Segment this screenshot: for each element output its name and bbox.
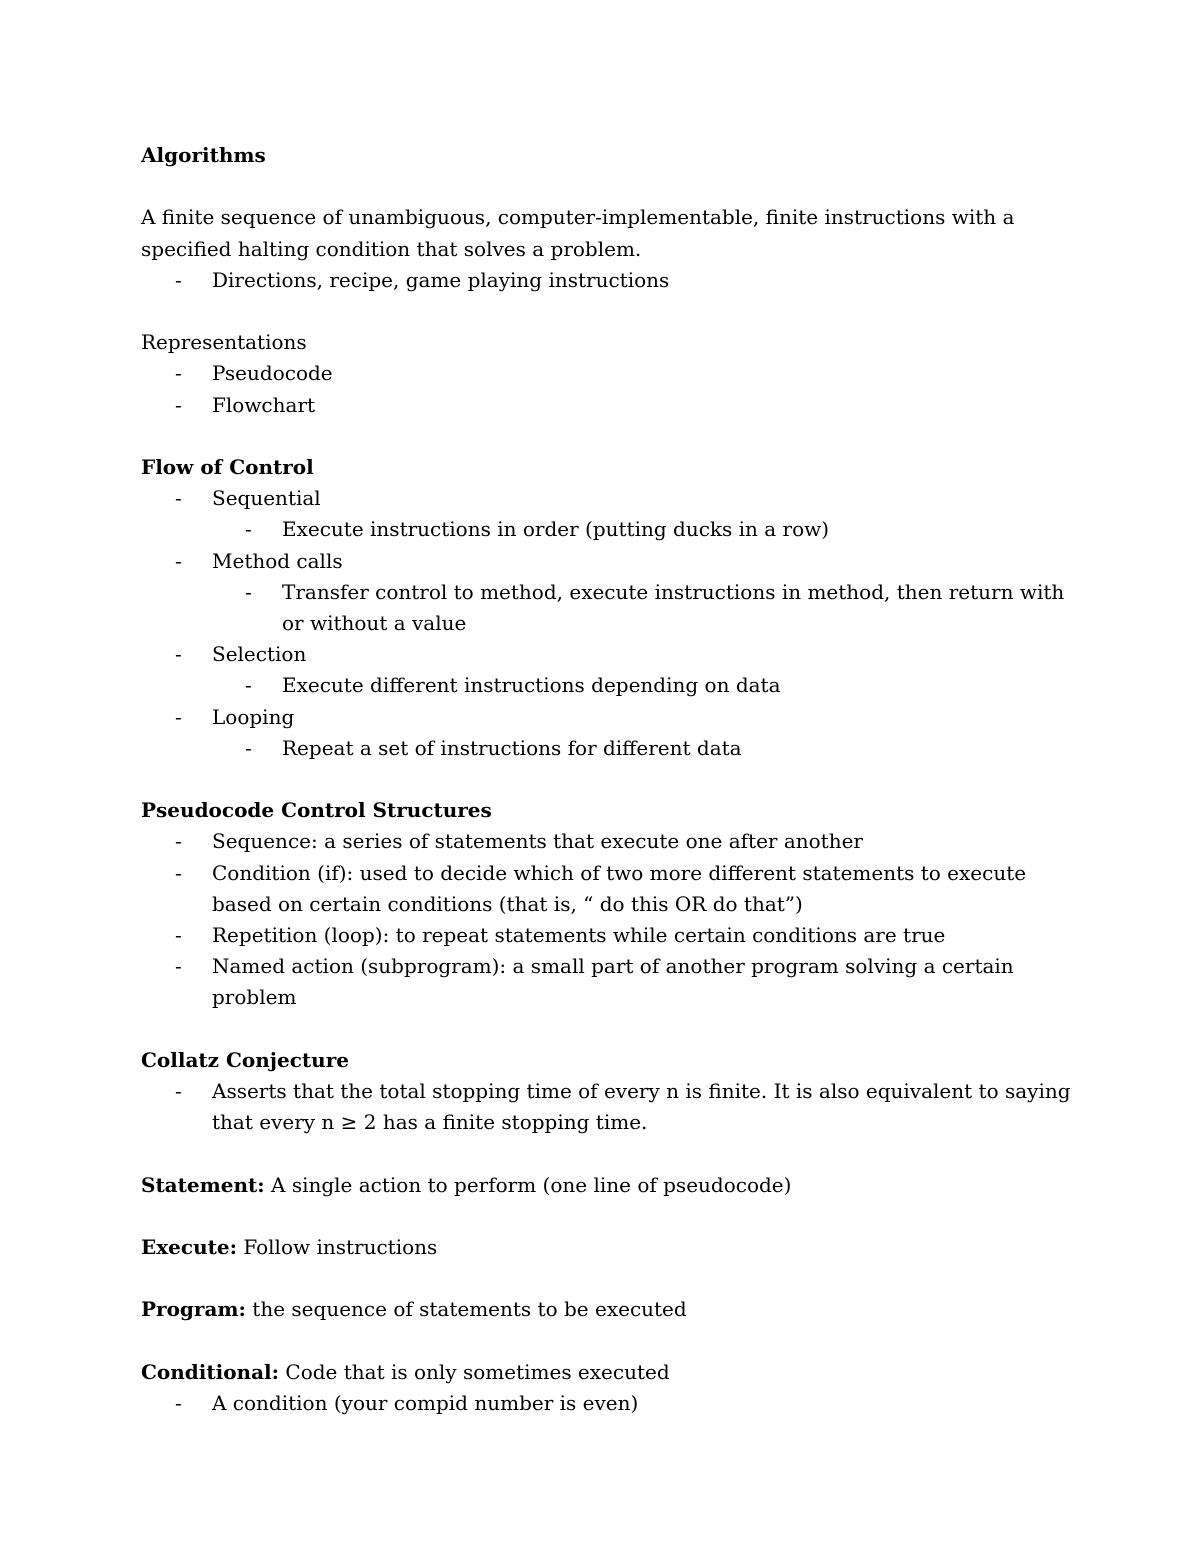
definition-program <box>141 1294 1071 1325</box>
collatz-item: Asserts that the total stopping time of every n is finite. It is also equivalent to saying that every n ≥ 2 has a finite stopping time. <box>212 1079 1071 1135</box>
sub-list-item <box>141 670 1071 701</box>
bullet-dash: - <box>175 267 182 292</box>
bullet-dash: - <box>175 923 182 948</box>
bullet-dash: - <box>245 673 252 698</box>
list-item <box>141 358 1071 389</box>
term-label: Execute: <box>141 1235 237 1259</box>
bullet-dash: - <box>175 860 182 885</box>
list-item <box>141 639 1071 670</box>
conditional-item: A condition (your compid number is even) <box>212 1390 639 1415</box>
flow-item-label: Method calls <box>212 548 343 573</box>
representation-item: Flowchart <box>212 392 316 417</box>
definition-execute <box>141 1232 1071 1263</box>
flow-item-detail: Execute different instructions depending on data <box>282 673 781 698</box>
term-label: Conditional: <box>141 1359 280 1384</box>
bullet-dash: - <box>175 486 182 511</box>
algorithms-definition: A finite sequence of unambiguous, computer-implementable, finite instructions with a specified halting condition that solves a problem. <box>141 205 1015 261</box>
bullet-dash: - <box>175 954 182 979</box>
list-item <box>141 951 1071 1013</box>
heading-algorithms: Algorithms <box>141 143 266 167</box>
term-definition: A single action to perform (one line of pseudocode) <box>264 1172 792 1197</box>
list-item <box>141 546 1071 577</box>
bullet-dash: - <box>175 704 182 729</box>
term-label: Program: <box>141 1297 246 1322</box>
bullet-dash: - <box>175 1079 182 1104</box>
bullet-dash: - <box>175 829 182 854</box>
structure-item: Condition (if): used to decide which of two more different statements to execute based on certain conditions (that is, “ do this OR do that”) <box>212 860 1027 916</box>
list-item <box>141 1076 1071 1138</box>
flow-item-label: Sequential <box>212 486 321 511</box>
document-page <box>141 140 1071 1419</box>
flow-item-detail: Transfer control to method, execute instructions in method, then return with or without a value <box>282 579 1065 635</box>
sub-list-item <box>141 577 1071 639</box>
representation-item: Pseudocode <box>212 361 333 386</box>
bullet-dash: - <box>245 735 252 760</box>
term-definition: Follow instructions <box>236 1235 438 1259</box>
structure-item: Sequence: a series of statements that execute one after another <box>212 829 863 854</box>
heading-flow-of-control: Flow of Control <box>141 454 314 479</box>
bullet-dash: - <box>175 361 182 386</box>
heading-collatz-conjecture: Collatz Conjecture <box>141 1047 349 1072</box>
bullet-dash: - <box>175 392 182 417</box>
term-definition: the sequence of statements to be executed <box>245 1297 687 1322</box>
list-item <box>141 483 1071 514</box>
algorithms-example: Directions, recipe, game playing instructions <box>212 267 670 292</box>
list-item <box>141 826 1071 857</box>
flow-item-detail: Execute instructions in order (putting ducks in a row) <box>282 517 830 542</box>
list-item <box>141 390 1071 421</box>
sub-list-item <box>141 514 1071 545</box>
list-item <box>141 1388 1071 1419</box>
flow-item-label: Selection <box>212 642 307 667</box>
bullet-dash: - <box>175 548 182 573</box>
heading-representations: Representations <box>141 330 307 355</box>
list-item <box>141 920 1071 951</box>
term-definition: Code that is only sometimes executed <box>279 1359 670 1384</box>
bullet-dash: - <box>175 1390 182 1415</box>
definition-statement <box>141 1170 1071 1201</box>
definition-conditional <box>141 1357 1071 1388</box>
heading-pseudocode-control-structures: Pseudocode Control Structures <box>141 798 492 823</box>
structure-item: Repetition (loop): to repeat statements while certain conditions are true <box>212 923 946 948</box>
bullet-dash: - <box>245 517 252 542</box>
flow-item-detail: Repeat a set of instructions for different data <box>282 735 742 760</box>
sub-list-item <box>141 733 1071 764</box>
term-label: Statement: <box>141 1172 265 1197</box>
list-item <box>141 702 1071 733</box>
list-item <box>141 265 1071 296</box>
structure-item: Named action (subprogram): a small part of another program solving a certain problem <box>212 954 1014 1010</box>
flow-item-label: Looping <box>212 704 295 729</box>
bullet-dash: - <box>175 642 182 667</box>
list-item <box>141 858 1071 920</box>
bullet-dash: - <box>245 579 252 604</box>
